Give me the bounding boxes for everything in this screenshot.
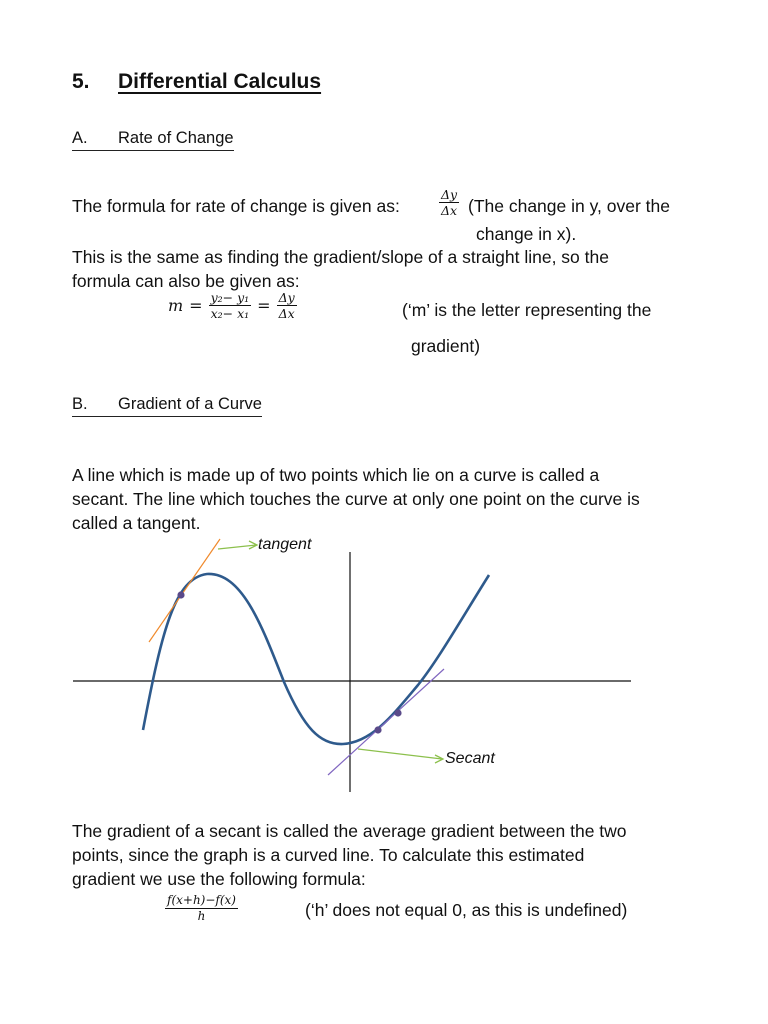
gradient-para-line1: This is the same as finding the gradient/slope of a straight line, so the: [72, 247, 609, 267]
tangent-line: [149, 539, 220, 642]
m-note-line1: (‘m’ is the letter representing the: [402, 300, 652, 320]
subsection-a-heading: [72, 129, 234, 151]
rate-frac-num: Δy: [441, 187, 458, 202]
tangent-point: [177, 591, 184, 598]
rate-note-line2: change in x).: [476, 224, 577, 244]
gradient-formula: [168, 290, 297, 321]
subsection-b-heading: [72, 395, 262, 417]
curve-diagram: [0, 530, 768, 800]
rate-fraction: [439, 187, 459, 218]
tangent-label: tangent: [258, 536, 312, 553]
difference-quotient-den: h: [197, 909, 206, 923]
curve-para-line1: A line which is made up of two points which lie on a curve is called a: [72, 465, 600, 485]
curve-para-line2: secant. The line which touches the curve at only one point on the curve is: [72, 489, 640, 509]
section-number: 5.: [72, 70, 90, 93]
secant-label: Secant: [445, 750, 495, 767]
difference-quotient: [165, 893, 238, 924]
section-heading: [72, 70, 321, 94]
secant-para-line3: gradient we use the following formula:: [72, 869, 366, 889]
equals-sign-1: =: [189, 296, 203, 315]
section-title: Differential Calculus: [118, 70, 322, 93]
subsection-b-letter: B.: [72, 395, 88, 413]
m-note-line2: gradient): [411, 336, 481, 356]
difference-quotient-num: f(x+h)−f(x): [167, 893, 236, 907]
secant-point-1: [374, 726, 381, 733]
h-note: (‘h’ does not equal 0, as this is undefined): [305, 900, 628, 920]
secant-line: [328, 669, 444, 775]
rate-note-line1: (The change in y, over the: [468, 196, 671, 216]
secant-para-line1: The gradient of a secant is called the average gradient between the two: [72, 821, 627, 841]
rate-frac-den: Δx: [441, 203, 458, 218]
delta-frac-den: Δx: [278, 306, 295, 321]
gradient-para-line2: formula can also be given as:: [72, 271, 300, 291]
subsection-a-letter: A.: [72, 129, 88, 147]
secant-arrow-shaft: [358, 749, 442, 759]
subsection-a-title: Rate of Change: [118, 129, 234, 147]
m-symbol: m: [168, 296, 184, 315]
delta-frac-num: Δy: [278, 290, 295, 305]
secant-point-2: [394, 709, 401, 716]
equals-sign-2: =: [257, 296, 271, 315]
curve-para-line3: called a tangent.: [72, 513, 201, 533]
grad-frac-den: x₂− x₁: [210, 306, 250, 321]
secant-para-line2: points, since the graph is a curved line. To calculate this estimated: [72, 845, 585, 865]
grad-frac-num: y₂− y₁: [210, 290, 250, 305]
rate-intro: The formula for rate of change is given as:: [72, 196, 400, 216]
subsection-b-title: Gradient of a Curve: [118, 395, 262, 413]
curve-line: [143, 574, 489, 744]
